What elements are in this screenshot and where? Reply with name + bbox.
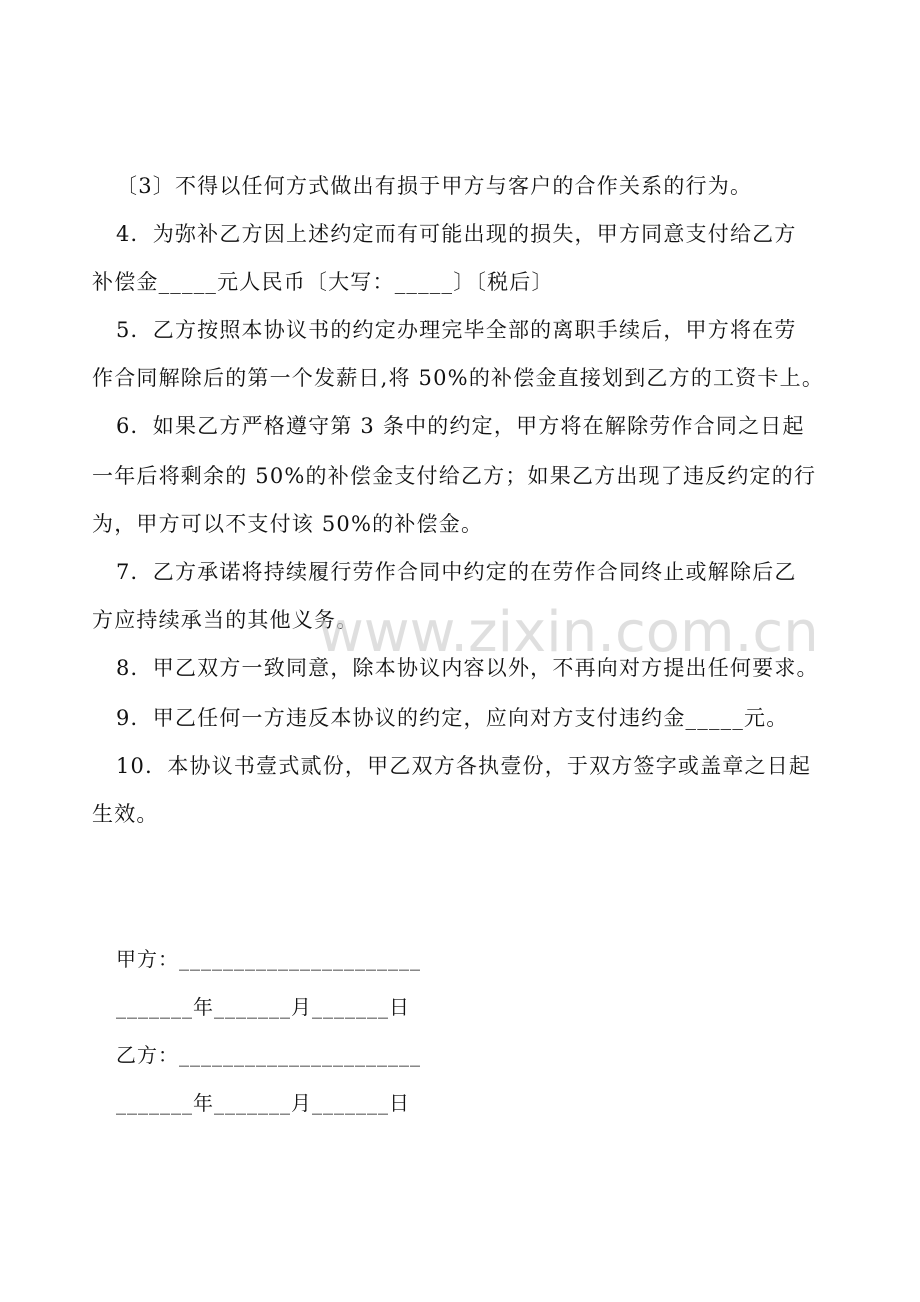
clause-10-line-2: 生效。 [92,802,159,826]
party-b-date-line: _______年_______月_______日 [116,1091,410,1115]
clause-10-line-1: 10．本协议书壹式贰份，甲乙双方各执壹份，于双方签字或盖章之日起 [116,754,812,778]
clause-5-line-2: 作合同解除后的第一个发薪日,将 50%的补偿金直接划到乙方的工资卡上。 [92,366,825,390]
party-a-signature-line: 甲方：______________________ [116,947,421,971]
clause-5-line-1: 5．乙方按照本协议书的约定办理完毕全部的离职手续后，甲方将在劳 [116,318,797,342]
clause-9: 9．甲乙任何一方违反本协议的约定，应向对方支付违约金_____元。 [116,706,789,730]
clause-8: 8．甲乙双方一致同意，除本协议内容以外，不再向对方提出任何要求。 [116,656,819,680]
watermark: www.zixin.com.cn [318,600,819,665]
clause-6-line-1: 6．如果乙方严格遵守第 3 条中的约定，甲方将在解除劳作合同之日起 [116,414,805,438]
clause-7-line-2: 方应持续承当的其他义务。 [92,608,359,632]
clause-7-line-1: 7．乙方承诺将持续履行劳作合同中约定的在劳作合同终止或解除后乙 [116,560,797,584]
clause-6-line-3: 为，甲方可以不支付该 50%的补偿金。 [92,512,484,536]
party-a-date-line: _______年_______月_______日 [116,995,410,1019]
clause-3-3: 〔3〕不得以任何方式做出有损于甲方与客户的合作关系的行为。 [116,174,753,198]
clause-6-line-2: 一年后将剩余的 50%的补偿金支付给乙方；如果乙方出现了违反约定的行 [92,464,817,488]
clause-4-line-1: 4．为弥补乙方因上述约定而有可能出现的损失，甲方同意支付给乙方 [116,222,797,246]
clause-4-line-2: 补偿金_____元人民币〔大写：_____〕〔税后〕 [92,270,554,294]
party-b-signature-line: 乙方：______________________ [116,1043,421,1067]
